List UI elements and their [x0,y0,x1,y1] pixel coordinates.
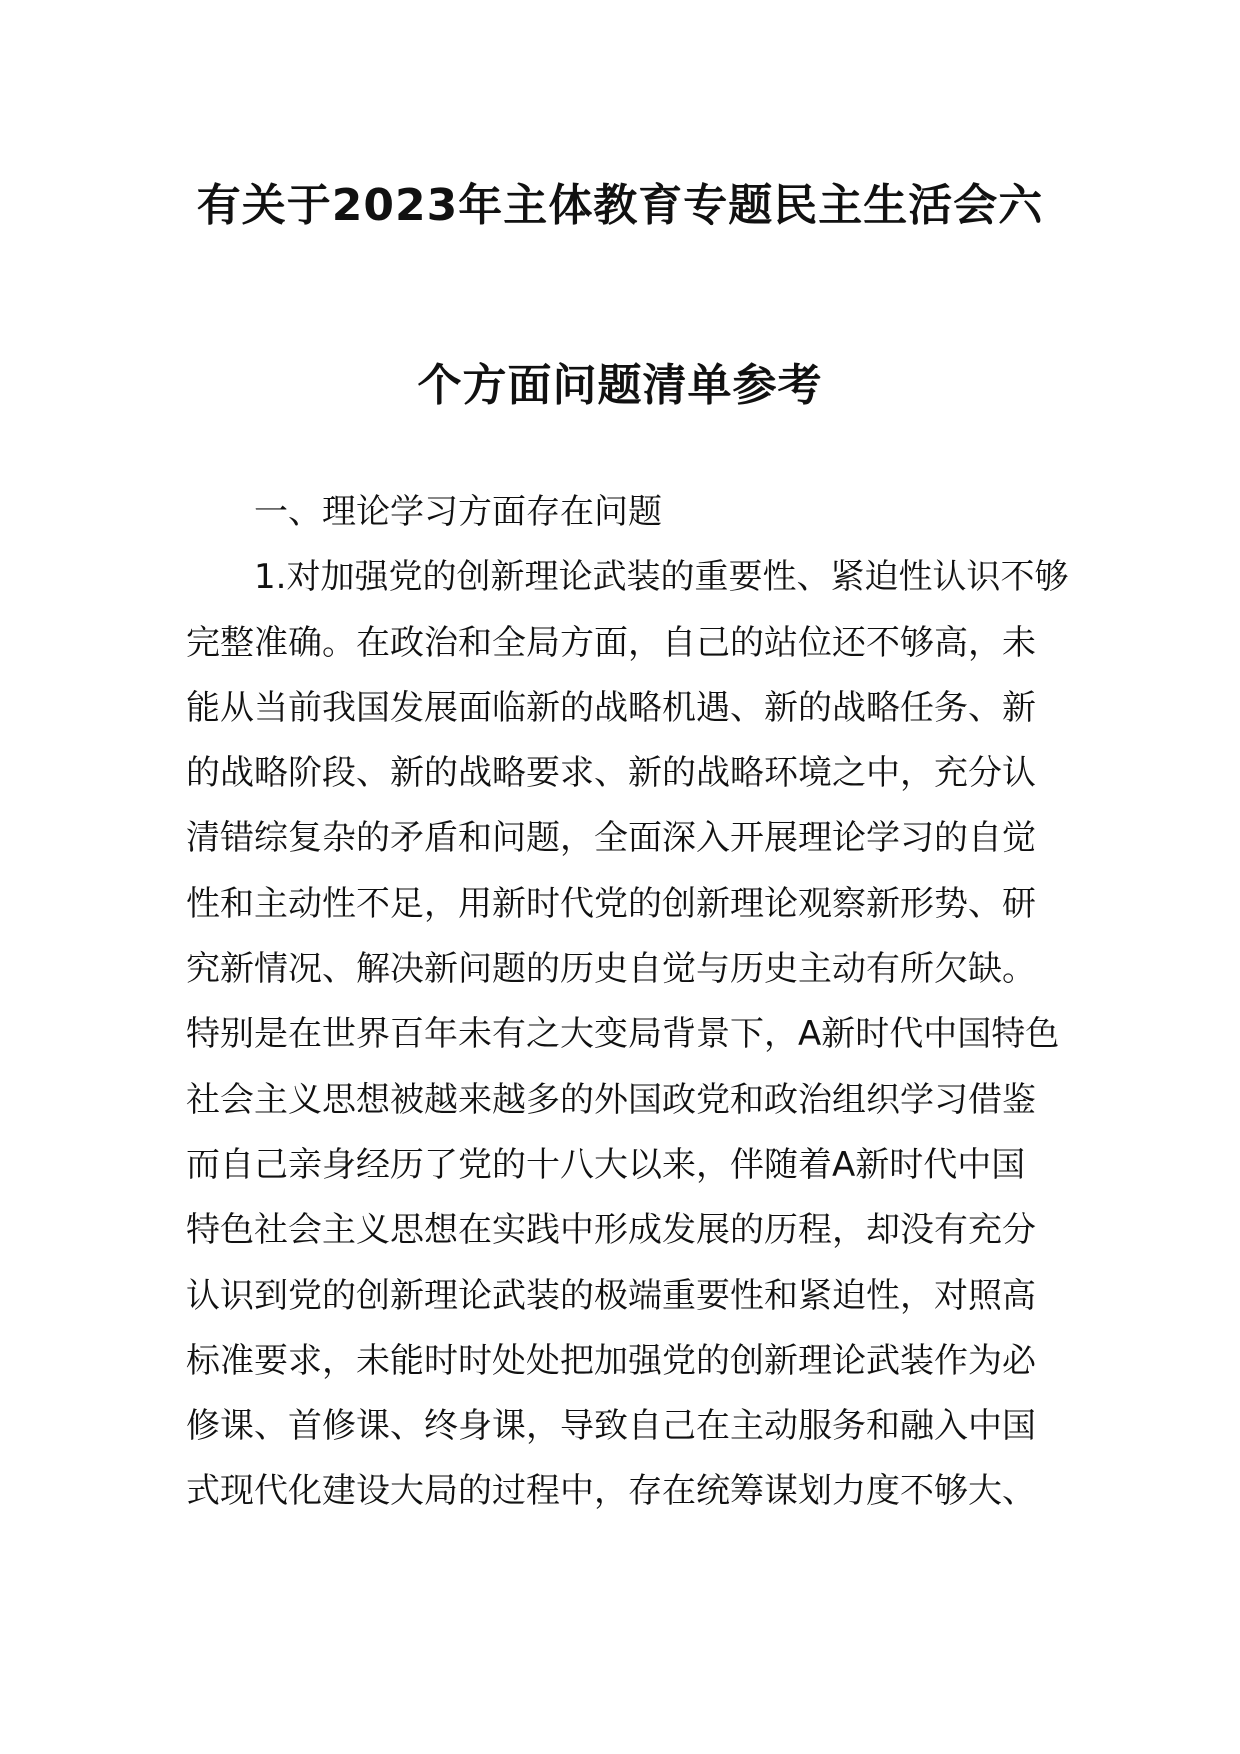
paragraph-line: 能从当前我国发展面临新的战略机遇、新的战略任务、新 [186,687,1036,728]
paragraph-line: 究新情况、解决新问题的历史自觉与历史主动有所欠缺。 [186,949,1036,990]
paragraph-line: 的战略阶段、新的战略要求、新的战略环境之中，充分认 [186,753,1036,794]
section-heading: 一、理论学习方面存在问题 [254,492,662,532]
paragraph-line: 完整准确。在政治和全局方面，自己的站位还不够高，未 [186,622,1036,663]
paragraph-line: 认识到党的创新理论武装的极端重要性和紧迫性，对照高 [186,1275,1036,1316]
paragraph-line: 清错综复杂的矛盾和问题，全面深入开展理论学习的自觉 [186,818,1036,859]
document-title-line-1: 有关于2023年主体教育专题民主生活会六 [196,180,1044,231]
paragraph-line: 式现代化建设大局的过程中，存在统筹谋划力度不够大、 [186,1471,1036,1512]
paragraph-line: 特别是在世界百年未有之大变局背景下，A新时代中国特色 [186,1014,1060,1055]
paragraph-line: 性和主动性不足，用新时代党的创新理论观察新形势、研 [186,883,1036,924]
paragraph-line: 特色社会主义思想在实践中形成发展的历程，却没有充分 [186,1210,1036,1251]
document-title-line-2: 个方面问题清单参考 [417,360,823,411]
paragraph-line: 而自己亲身经历了党的十八大以来，伴随着A新时代中国 [186,1144,1026,1185]
paragraph-line: 社会主义思想被越来越多的外国政党和政治组织学习借鉴 [186,1079,1036,1120]
paragraph-line: 1.对加强党的创新理论武装的重要性、紧迫性认识不够 [254,557,1069,598]
paragraph-line: 标准要求，未能时时处处把加强党的创新理论武装作为必 [186,1340,1036,1381]
paragraph-line: 修课、首修课、终身课，导致自己在主动服务和融入中国 [186,1406,1036,1447]
document-body [186,480,1069,1525]
